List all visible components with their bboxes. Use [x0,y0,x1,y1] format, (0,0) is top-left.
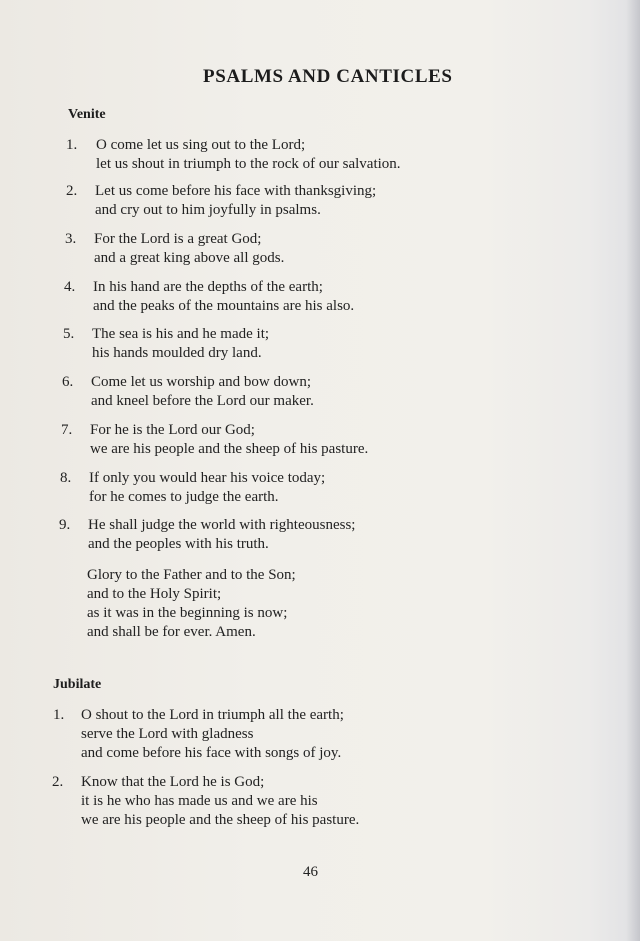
page-edge-shadow [626,0,640,941]
verse-number: 6. [62,374,74,390]
verse-line: let us shout in triumph to the rock of our salvation. [96,156,401,172]
verse-line: The sea is his and he made it; [92,326,270,342]
verse-line: Come let us worship and bow down; [91,374,311,390]
verse-line: and the peaks of the mountains are his also. [93,298,355,314]
verse-number: 7. [61,422,73,438]
page-number: 46 [303,864,318,880]
verse-line: O shout to the Lord in triumph all the earth; [81,707,344,723]
venite-heading: Venite [68,107,106,122]
verse-number: 1. [53,707,65,723]
verse-line: For the Lord is a great God; [94,231,262,247]
verse-line: his hands moulded dry land. [92,345,262,361]
doxology-line: as it was in the beginning is now; [87,605,288,621]
verse-line: and a great king above all gods. [94,250,285,266]
verse-number: 9. [59,517,71,533]
page-title: PSALMS AND CANTICLES [203,66,453,87]
verse-line: He shall judge the world with righteousness; [88,517,356,533]
doxology-line: and shall be for ever. Amen. [87,624,256,640]
verse-line: O come let us sing out to the Lord; [96,137,306,153]
doxology-line: Glory to the Father and to the Son; [87,567,296,583]
verse-number: 8. [60,470,72,486]
verse-number: 5. [63,326,75,342]
verse-line: and kneel before the Lord our maker. [91,393,314,409]
verse-line: and the peoples with his truth. [88,536,269,552]
verse-line: If only you would hear his voice today; [89,470,326,486]
verse-line: we are his people and the sheep of his pasture. [90,441,369,457]
verse-number: 3. [65,231,77,247]
verse-number: 2. [66,183,78,199]
verse-line: Know that the Lord he is God; [81,774,265,790]
venite-doxology [87,566,296,642]
verse-number: 4. [64,279,76,295]
verse-line: and come before his face with songs of joy. [81,745,342,761]
verse-line: In his hand are the depths of the earth; [93,279,323,295]
verse-line: Let us come before his face with thanksgiving; [95,183,377,199]
verse-line: For he is the Lord our God; [90,422,255,438]
verse-line: serve the Lord with gladness [81,726,254,742]
jubilate-heading: Jubilate [53,677,102,692]
verse-line: we are his people and the sheep of his pasture. [81,812,360,828]
verse-number: 1. [66,137,78,153]
verse-number: 2. [52,774,64,790]
doxology-line: and to the Holy Spirit; [87,586,222,602]
verse-line: it is he who has made us and we are his [81,793,318,809]
verse-line: for he comes to judge the earth. [89,489,279,505]
verse-line: and cry out to him joyfully in psalms. [95,202,321,218]
